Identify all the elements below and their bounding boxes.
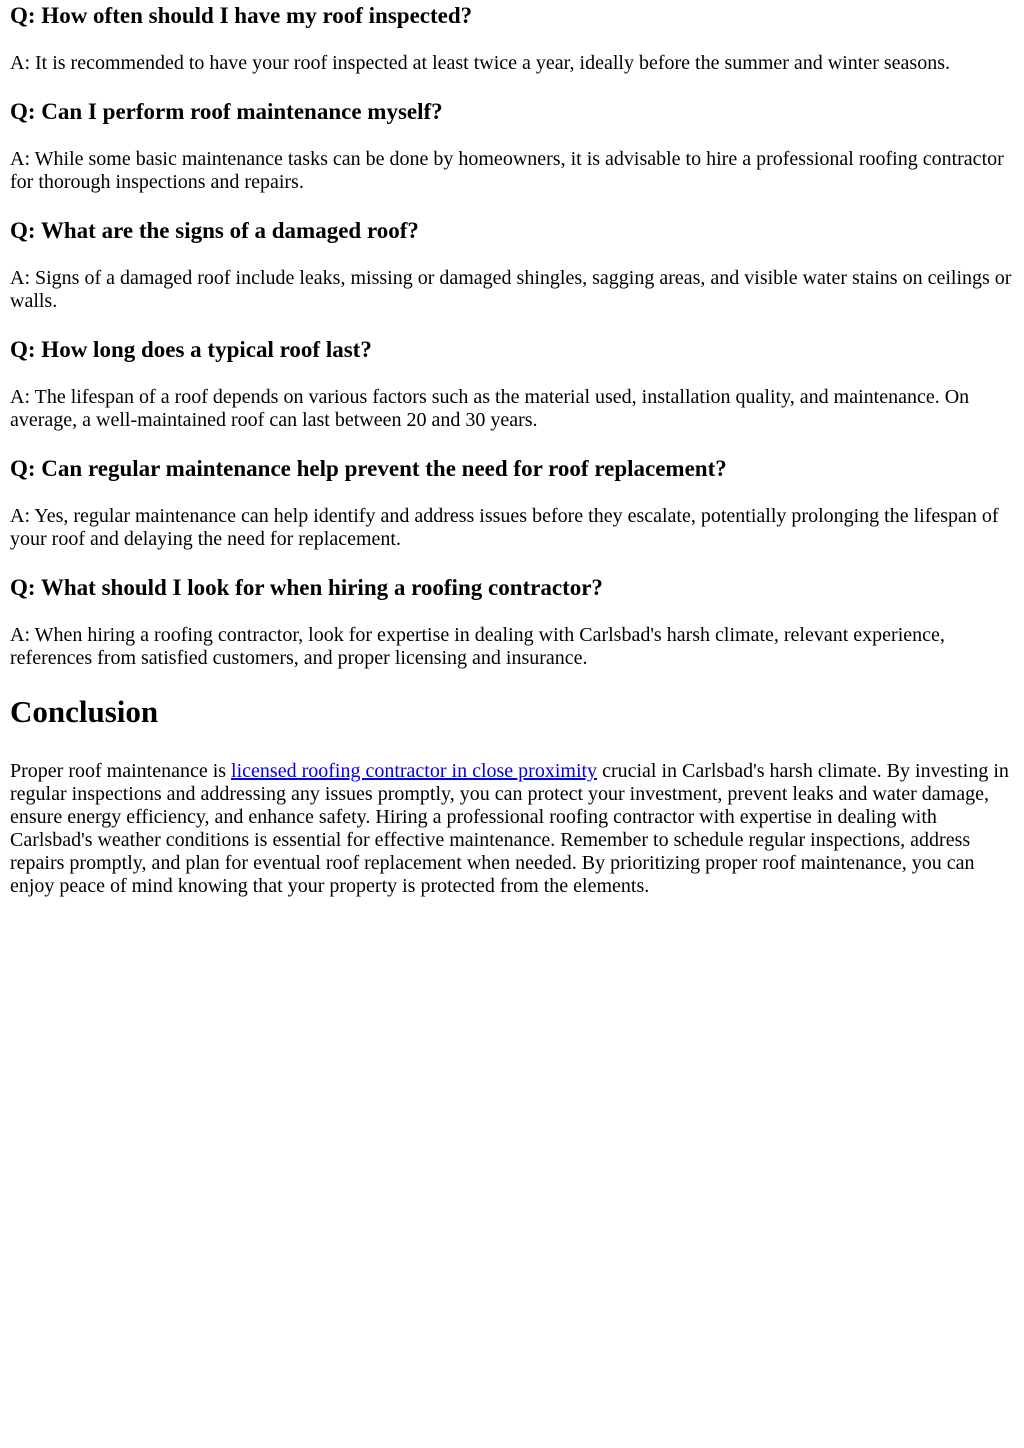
faq-answer: A: It is recommended to have your roof inspected at least twice a year, ideally before the summer and winter seasons. <box>10 52 950 74</box>
faq-answer: A: Yes, regular maintenance can help identify and address issues before they escalate, potentially prolonging the lifespan of your roof and delaying the need for replacement. <box>10 505 999 550</box>
faq-question: Q: What should I look for when hiring a roofing contractor? <box>10 575 603 600</box>
conclusion-heading: Conclusion <box>10 694 159 729</box>
faq-item <box>10 98 1014 194</box>
faq-answer: A: The lifespan of a roof depends on various factors such as the material used, installation quality, and maintenance. On average, a well-maintained roof can last between 20 and 30 years. <box>10 386 970 431</box>
faq-item <box>10 574 1014 670</box>
contractor-link[interactable]: licensed roofing contractor in close proximity <box>231 760 598 782</box>
conclusion-paragraph <box>10 760 1014 898</box>
conclusion-text-start: Proper roof maintenance is <box>10 760 232 782</box>
faq-answer: A: When hiring a roofing contractor, look for expertise in dealing with Carlsbad's harsh climate, relevant experience, references from satisfied customers, and proper licensing and insurance. <box>10 624 945 669</box>
faq-question: Q: Can regular maintenance help prevent the need for roof replacement? <box>10 456 727 481</box>
faq-item <box>10 217 1014 313</box>
faq-item <box>10 455 1014 551</box>
faq-item <box>10 336 1014 432</box>
faq-answer: A: While some basic maintenance tasks can be done by homeowners, it is advisable to hire a professional roofing contractor for thorough inspections and repairs. <box>10 148 1004 193</box>
faq-question: Q: How long does a typical roof last? <box>10 337 372 362</box>
faq-item <box>10 0 1014 75</box>
faq-question: Q: How often should I have my roof inspected? <box>10 3 473 28</box>
faq-question: Q: What are the signs of a damaged roof? <box>10 218 419 243</box>
faq-question: Q: Can I perform roof maintenance myself? <box>10 99 443 124</box>
faq-answer: A: Signs of a damaged roof include leaks, missing or damaged shingles, sagging areas, and visible water stains on ceilings or walls. <box>10 267 1012 312</box>
conclusion-text-rest: crucial in Carlsbad's harsh climate. By investing in regular inspections and addressing any issues promptly, you can protect your investment, prevent leaks and water damage, ensure energy efficiency, and enhance safety. Hiring a professional roofing contractor with expertise in dealing with Carlsbad's weather conditions is essential for effective maintenance. Remember to schedule regular inspections, address repairs promptly, and plan for eventual roof replacement when needed. By prioritizing proper roof maintenance, you can enjoy peace of mind knowing that your property is protected from the elements. <box>10 760 1009 897</box>
